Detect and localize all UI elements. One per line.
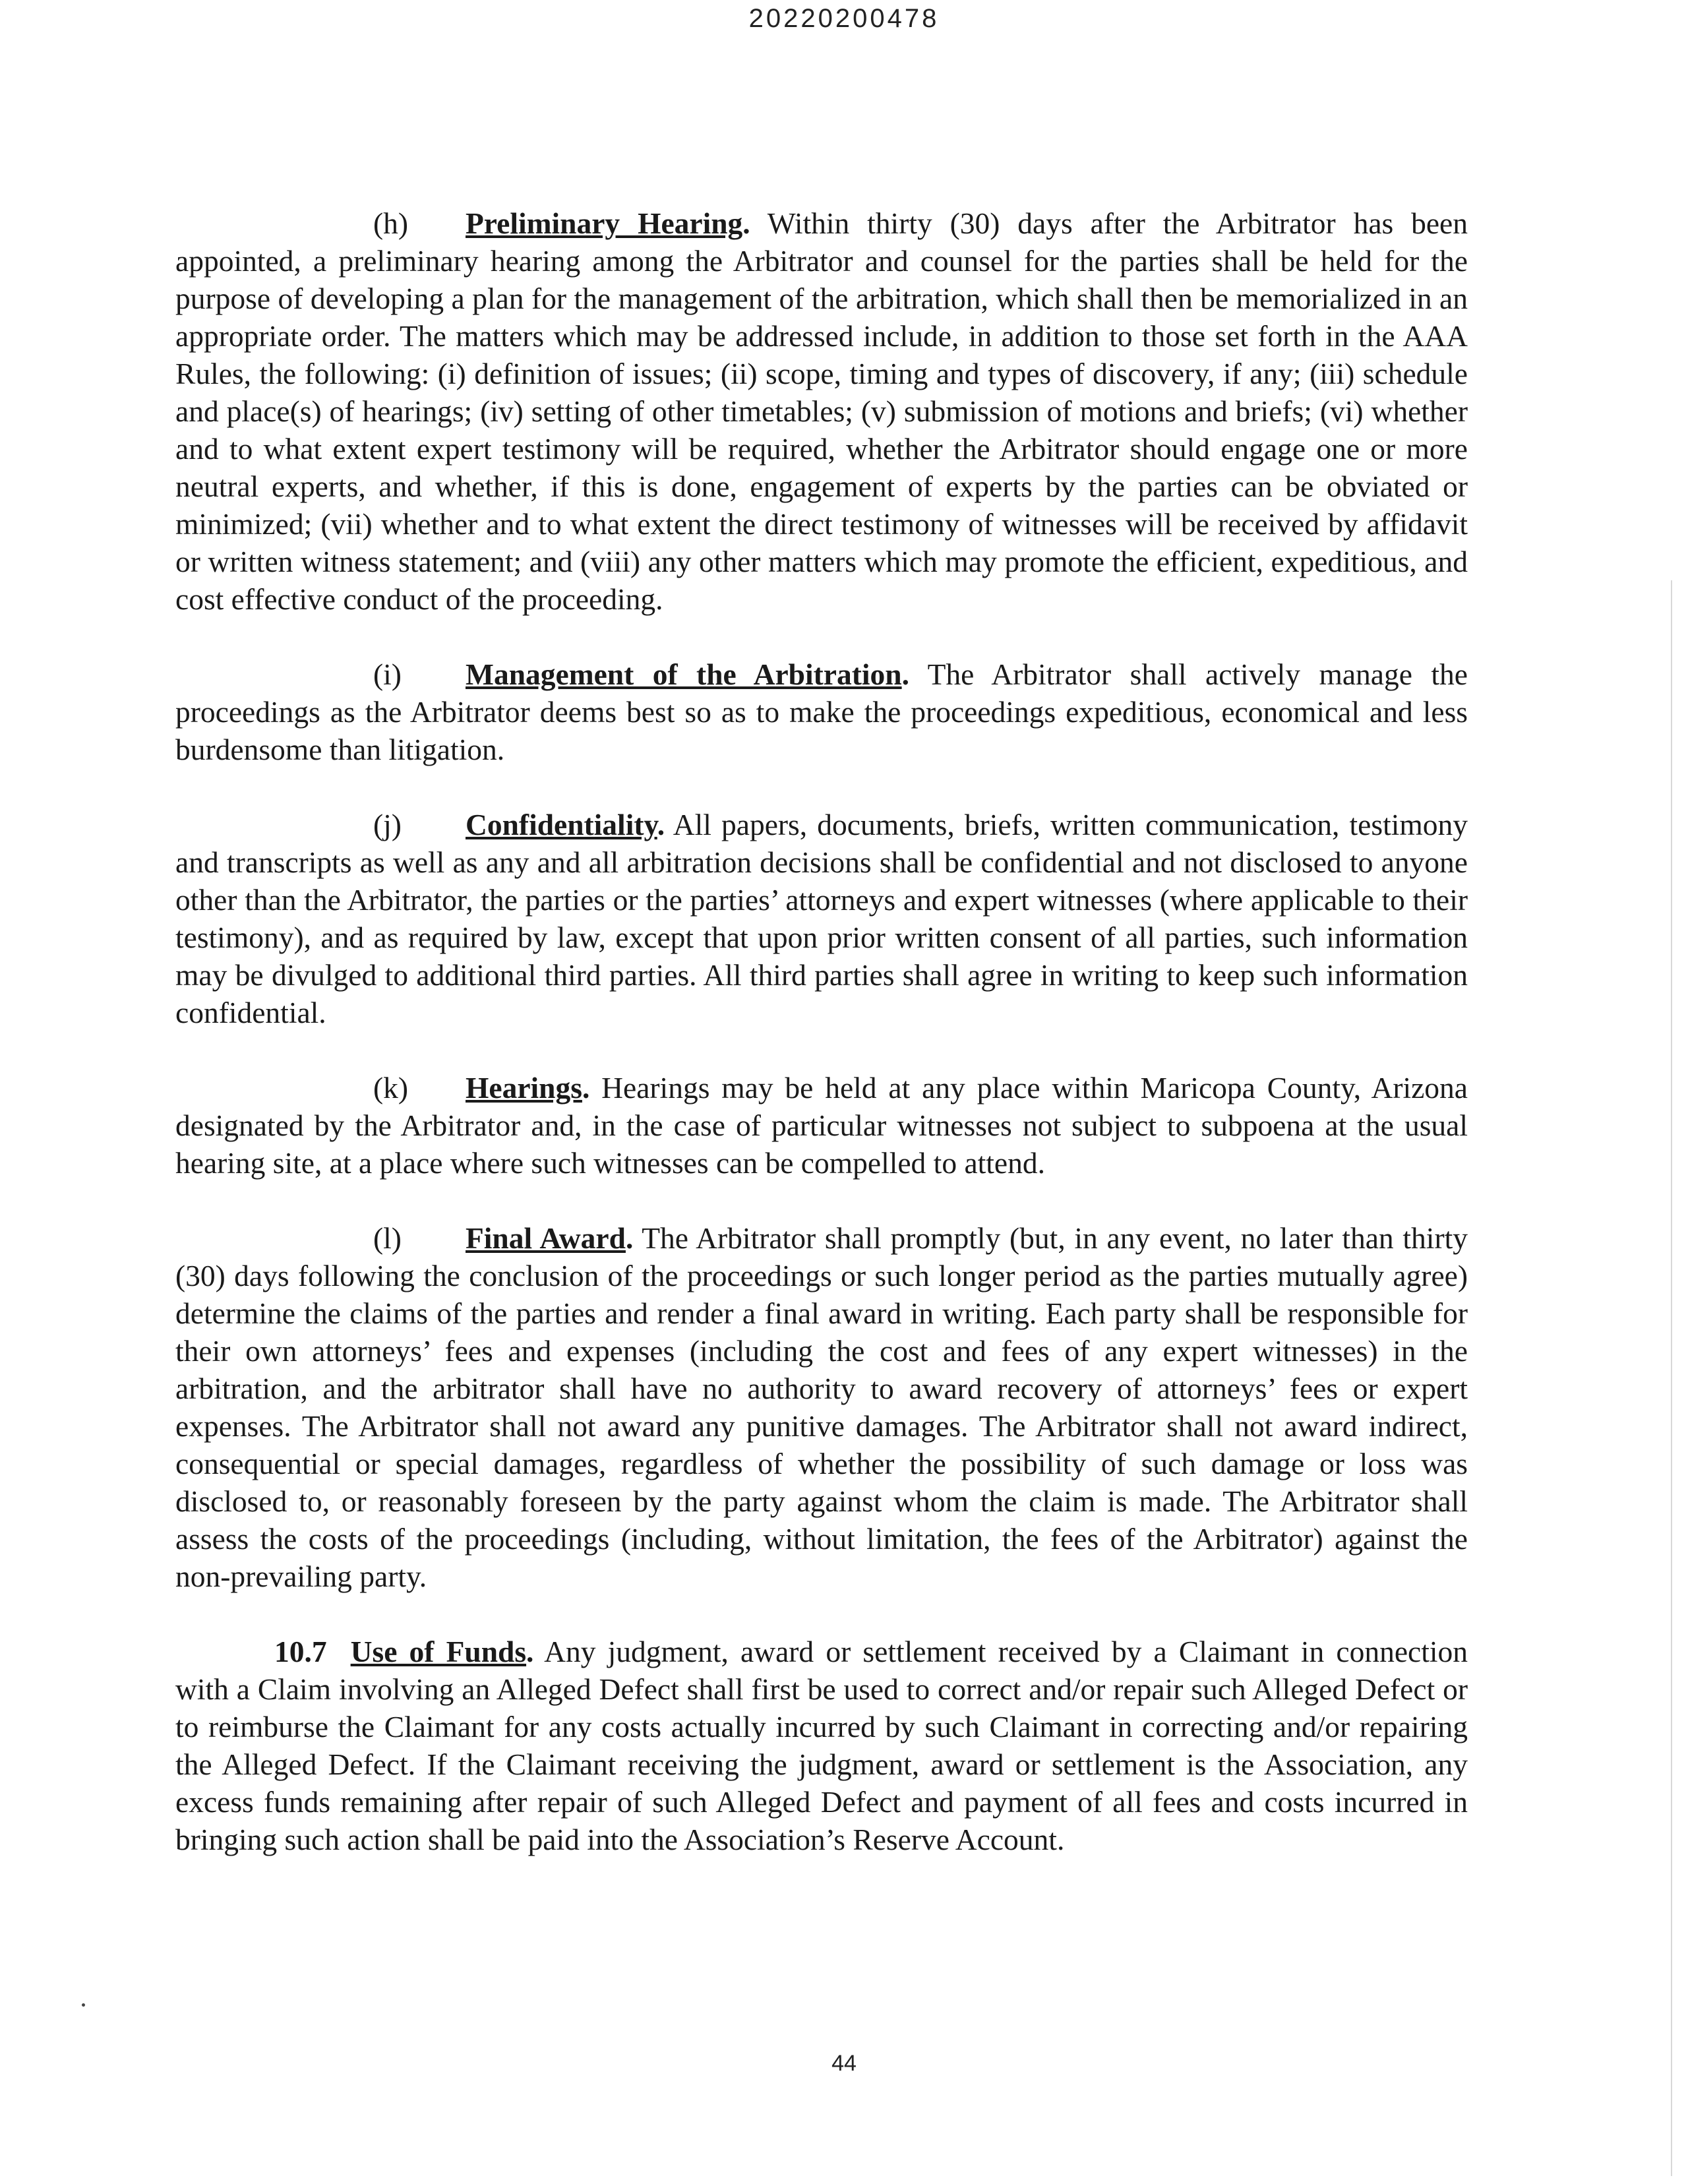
paragraph-marker: (k) bbox=[373, 1071, 409, 1105]
section-heading: Use of Funds bbox=[350, 1635, 527, 1668]
scan-speck bbox=[82, 2003, 85, 2007]
paragraph-heading: Confidentiality bbox=[466, 808, 657, 841]
page-number: 44 bbox=[831, 2051, 857, 2076]
document-body bbox=[175, 204, 1468, 1896]
scan-edge-line bbox=[1671, 580, 1672, 2176]
section-number: 10.7 bbox=[274, 1635, 327, 1668]
paragraph-heading: Management of the Arbitration bbox=[466, 657, 902, 691]
section-text: Any judgment, award or settlement received by a Claimant in connection with a Claim involving an Alleged Defect shall first be used to correct and/or repair such Alleged Defect or to reimburse the Claimant for any costs actually incurred by such Claimant in correcting and/or repairing the Alleged Defect. If the Claimant receiving the judgment, award or settlement is the Association, any excess funds remaining after repair of such Alleged Defect and payment of all fees and costs incurred in bringing such action shall be paid into the Association’s Reserve Account. bbox=[175, 1635, 1468, 1856]
document-number: 20220200478 bbox=[748, 4, 940, 33]
paragraph-text: The Arbitrator shall actively manage the proceedings as the Arbitrator deems best so as to make the proceedings expeditious, economical and less burdensome than litigation. bbox=[175, 657, 1468, 766]
paragraph-final-award: (l) Final Award. The Arbitrator shall promptly (but, in any event, no later than thirty (30) days following the conclusion of the proceedings or such longer period as the parties mutually agree) determine the claims of the parties and render a final award in writing. Each party shall be responsible for their own attorneys’ fees and expenses (including the cost and fees of any expert witnesses) in the arbitration, and the arbitrator shall have no authority to award recovery of attorneys’ fees or expert expenses. The Arbitrator shall not award any punitive damages. The Arbitrator shall not award indirect, consequential or special damages, regardless of whether the possibility of such damage or loss was disclosed to, or reasonably foreseen by the party against whom the claim is made. The Arbitrator shall assess the costs of the proceedings (including, without limitation, the fees of the Arbitrator) against the non-prevailing party. bbox=[175, 1219, 1468, 1595]
paragraph-heading: Final Award bbox=[466, 1221, 626, 1255]
paragraph-hearings: (k) Hearings. Hearings may be held at any place within Maricopa County, Arizona designated by the Arbitrator and, in the case of particular witnesses not subject to subpoena at the usual hearing site, at a place where such witnesses can be compelled to attend. bbox=[175, 1069, 1468, 1182]
paragraph-heading: Preliminary Hearing bbox=[466, 206, 743, 240]
paragraph-heading: Hearings bbox=[466, 1071, 582, 1105]
paragraph-marker: (j) bbox=[373, 808, 402, 841]
paragraph-management-of-arbitration: (i) Management of the Arbitration. The Arbitrator shall actively manage the proceedings as the Arbitrator deems best so as to make the proceedings expeditious, economical and less burdensome than litigation. bbox=[175, 655, 1468, 768]
paragraph-marker: (h) bbox=[373, 206, 409, 240]
paragraph-preliminary-hearing: (h) Preliminary Hearing. Within thirty (30) days after the Arbitrator has been appointed, a preliminary hearing among the Arbitrator and counsel for the parties shall be held for the purpose of developing a plan for the management of the arbitration, which shall then be memorialized in an appropriate order. The matters which may be addressed include, in addition to those set forth in the AAA Rules, the following: (i) definition of issues; (ii) scope, timing and types of discovery, if any; (iii) schedule and place(s) of hearings; (iv) setting of other timetables; (v) submission of motions and briefs; (vi) whether and to what extent expert testimony will be required, whether the Arbitrator should engage one or more neutral experts, and whether, if this is done, engagement of experts by the parties can be obviated or minimized; (vii) whether and to what extent the direct testimony of witnesses will be received by affidavit or written witness statement; and (viii) any other matters which may promote the efficient, expeditious, and cost effective conduct of the proceeding. bbox=[175, 204, 1468, 618]
paragraph-text: Hearings may be held at any place within Maricopa County, Arizona designated by the Arbitrator and, in the case of particular witnesses not subject to subpoena at the usual hearing site, at a place where such witnesses can be compelled to attend. bbox=[175, 1071, 1468, 1180]
paragraph-text: All papers, documents, briefs, written communication, testimony and transcripts as well as any and all arbitration decisions shall be confidential and not disclosed to anyone other than the Arbitrator, the parties or the parties’ attorneys and expert witnesses (where applicable to their testimony), and as required by law, except that upon prior written consent of all parties, such information may be divulged to additional third parties. All third parties shall agree in writing to keep such information confidential. bbox=[175, 808, 1468, 1029]
paragraph-marker: (i) bbox=[373, 657, 402, 691]
paragraph-confidentiality: (j) Confidentiality. All papers, documents, briefs, written communication, testimony and transcripts as well as any and all arbitration decisions shall be confidential and not disclosed to anyone other than the Arbitrator, the parties or the parties’ attorneys and expert witnesses (where applicable to their testimony), and as required by law, except that upon prior written consent of all parties, such information may be divulged to additional third parties. All third parties shall agree in writing to keep such information confidential. bbox=[175, 806, 1468, 1031]
section-use-of-funds: 10.7 Use of Funds. Any judgment, award or settlement received by a Claimant in connection with a Claim involving an Alleged Defect shall first be used to correct and/or repair such Alleged Defect or to reimburse the Claimant for any costs actually incurred by such Claimant in correcting and/or repairing the Alleged Defect. If the Claimant receiving the judgment, award or settlement is the Association, any excess funds remaining after repair of such Alleged Defect and payment of all fees and costs incurred in bringing such action shall be paid into the Association’s Reserve Account. bbox=[175, 1635, 1468, 1856]
paragraph-marker: (l) bbox=[373, 1221, 402, 1255]
paragraph-text: The Arbitrator shall promptly (but, in any event, no later than thirty (30) days following the conclusion of the proceedings or such longer period as the parties mutually agree) determine the claims of the parties and render a final award in writing. Each party shall be responsible for their own attorneys’ fees and expenses (including the cost and fees of any expert witnesses) in the arbitration, and the arbitrator shall have no authority to award recovery of attorneys’ fees or expert expenses. The Arbitrator shall not award any punitive damages. The Arbitrator shall not award indirect, consequential or special damages, regardless of whether the possibility of such damage or loss was disclosed to, or reasonably foreseen by the party against whom the claim is made. The Arbitrator shall assess the costs of the proceedings (including, without limitation, the fees of the Arbitrator) against the non-prevailing party. bbox=[175, 1221, 1468, 1593]
paragraph-text: Within thirty (30) days after the Arbitrator has been appointed, a preliminary hearing among the Arbitrator and counsel for the parties shall be held for the purpose of developing a plan for the management of the arbitration, which shall then be memorialized in an appropriate order. The matters which may be addressed include, in addition to those set forth in the AAA Rules, the following: (i) definition of issues; (ii) scope, timing and types of discovery, if any; (iii) schedule and place(s) of hearings; (iv) setting of other timetables; (v) submission of motions and briefs; (vi) whether and to what extent expert testimony will be required, whether the Arbitrator should engage one or more neutral experts, and whether, if this is done, engagement of experts by the parties can be obviated or minimized; (vii) whether and to what extent the direct testimony of witnesses will be received by affidavit or written witness statement; and (viii) any other matters which may promote the efficient, expeditious, and cost effective conduct of the proceeding. bbox=[175, 206, 1468, 616]
